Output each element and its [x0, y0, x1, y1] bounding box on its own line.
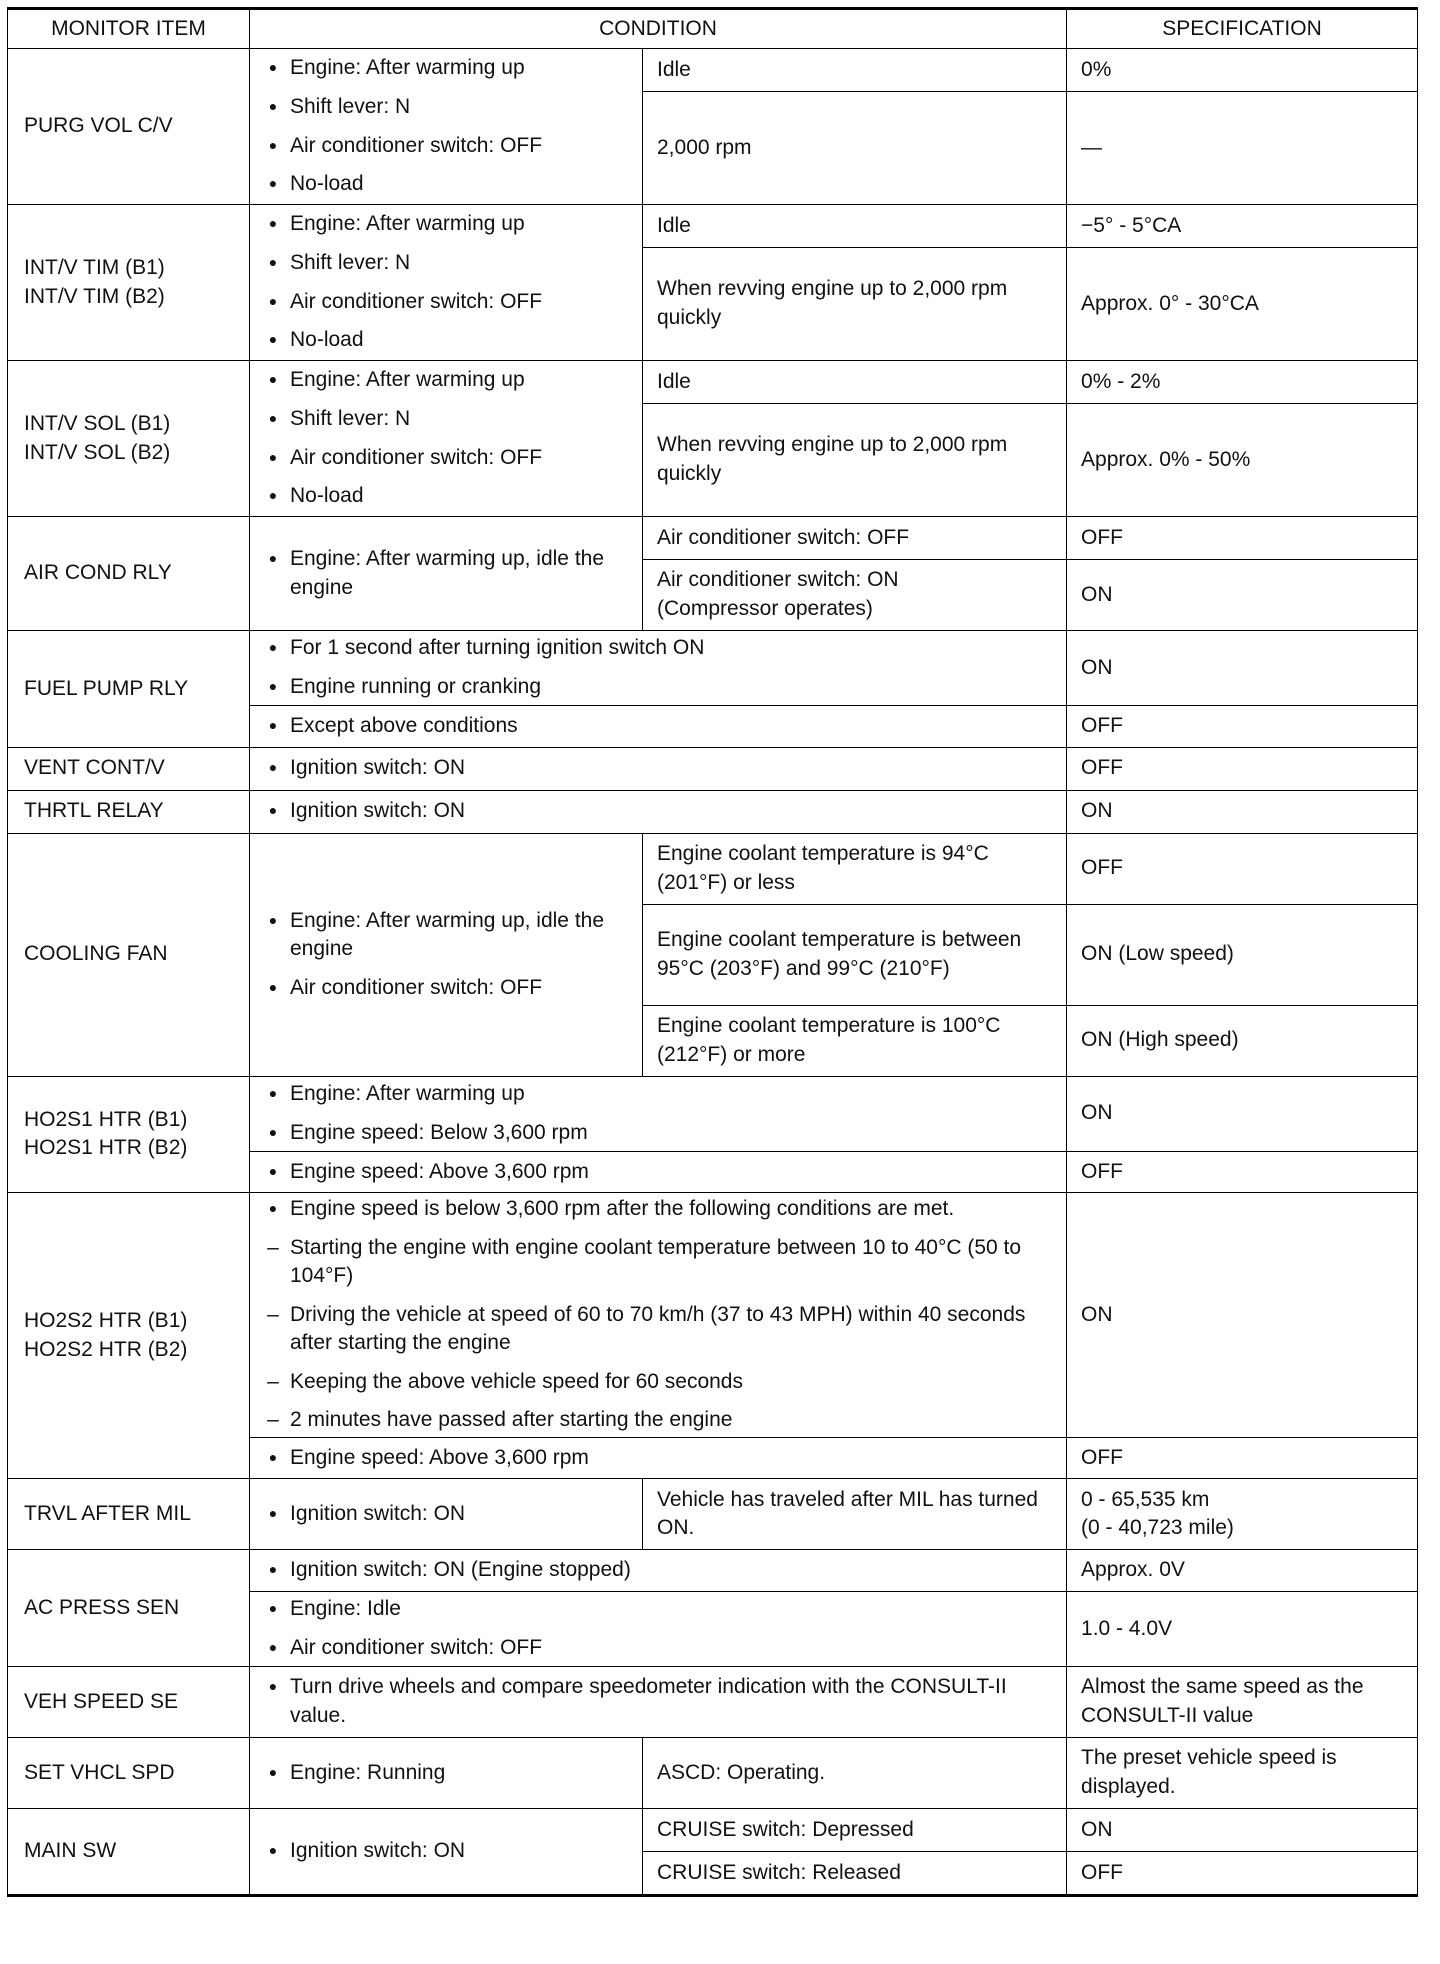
- bullet-icon: ●: [268, 1678, 278, 1695]
- condition-text: No-load: [290, 484, 364, 508]
- bullet-icon: ●: [268, 215, 278, 232]
- condition-text: Engine: Idle: [290, 1597, 401, 1621]
- bullet-icon: ●: [268, 487, 278, 504]
- condition-list: [250, 1809, 643, 1896]
- bullet-icon: ●: [268, 639, 278, 656]
- condition-text: Air conditioner switch: OFF: [290, 445, 543, 469]
- bullet-icon: ●: [268, 1200, 278, 1217]
- condition-text: Ignition switch: ON: [290, 1502, 466, 1526]
- condition-text: Air conditioner switch: OFF: [290, 289, 543, 313]
- condition-text: Ignition switch: ON: [290, 1839, 466, 1863]
- table-row: [8, 205, 1418, 248]
- dash-icon: –: [267, 1235, 279, 1259]
- condition-text: Driving the vehicle at speed of 60 to 70 km/h (37 to 43 MPH) within 40 seconds after starting the engine: [290, 1302, 1026, 1355]
- sub-condition: Vehicle has traveled after MIL has turned ON.: [643, 1479, 1067, 1550]
- condition-list: [250, 361, 643, 517]
- sub-condition: Idle: [643, 361, 1067, 404]
- condition-list: [250, 1151, 1067, 1193]
- table-row: [8, 361, 1418, 404]
- specification: ON: [1067, 1193, 1418, 1438]
- condition-list: [250, 1667, 1067, 1738]
- sub-condition: Engine coolant temperature is 94°C (201°F) or less: [643, 833, 1067, 904]
- condition-text: Engine: After warming up: [290, 212, 525, 236]
- monitor-item: COOLING FAN: [8, 833, 250, 1076]
- table-row: [8, 517, 1418, 560]
- condition-text: Engine speed: Above 3,600 rpm: [290, 1159, 589, 1183]
- monitor-item: AC PRESS SEN: [8, 1550, 250, 1667]
- table-row: [8, 1667, 1418, 1738]
- specification: 0%: [1067, 49, 1418, 92]
- bullet-icon: ●: [268, 1162, 278, 1179]
- condition-list: [250, 1592, 1067, 1667]
- dash-icon: –: [267, 1369, 279, 1393]
- condition-list: [250, 833, 643, 1076]
- condition-text: Ignition switch: ON (Engine stopped): [290, 1558, 631, 1582]
- condition-list: [250, 517, 643, 631]
- bullet-icon: ●: [268, 911, 278, 928]
- specification: OFF: [1067, 1151, 1418, 1193]
- condition-text: Ignition switch: ON: [290, 799, 466, 823]
- sub-condition: Idle: [643, 49, 1067, 92]
- condition-list: [250, 790, 1067, 833]
- specification: OFF: [1067, 1437, 1418, 1479]
- sub-condition: ASCD: Operating.: [643, 1738, 1067, 1809]
- condition-text: Engine speed is below 3,600 rpm after the following conditions are met.: [290, 1197, 955, 1221]
- table-row: [8, 1193, 1418, 1438]
- bullet-icon: ●: [268, 253, 278, 270]
- bullet-icon: ●: [268, 802, 278, 819]
- header-row: [8, 9, 1418, 49]
- bullet-icon: ●: [268, 717, 278, 733]
- specification: Approx. 0V: [1067, 1550, 1418, 1592]
- condition-list: [250, 1437, 1067, 1479]
- monitor-item: PURG VOL C/V: [8, 49, 250, 205]
- bullet-icon: ●: [268, 331, 278, 348]
- table-row: [8, 1479, 1418, 1550]
- condition-text: Shift lever: N: [290, 406, 411, 430]
- specification: The preset vehicle speed is displayed.: [1067, 1738, 1418, 1809]
- table-row: [8, 747, 1418, 790]
- monitor-item: AIR COND RLY: [8, 517, 250, 631]
- specification: OFF: [1067, 1852, 1418, 1896]
- specification: −5° - 5°CA: [1067, 205, 1418, 248]
- bullet-icon: ●: [268, 1639, 278, 1656]
- sub-condition: When revving engine up to 2,000 rpm quickly: [643, 248, 1067, 361]
- table-row: [8, 1076, 1418, 1151]
- specification: ON: [1067, 560, 1418, 631]
- specification: OFF: [1067, 517, 1418, 560]
- condition-text: No-load: [290, 172, 364, 196]
- specification: Approx. 0° - 30°CA: [1067, 248, 1418, 361]
- specification: 0 - 65,535 km (0 - 40,723 mile): [1067, 1479, 1418, 1550]
- sub-condition: CRUISE switch: Released: [643, 1852, 1067, 1896]
- monitor-item: HO2S1 HTR (B1) HO2S1 HTR (B2): [8, 1076, 250, 1193]
- condition-text: Starting the engine with engine coolant temperature between 10 to 40°C (50 to 104°F): [290, 1235, 1022, 1288]
- sub-condition: When revving engine up to 2,000 rpm quickly: [643, 404, 1067, 517]
- sub-condition: Engine coolant temperature is 100°C (212°F) or more: [643, 1005, 1067, 1076]
- spec-table-wrapper: [7, 7, 1417, 1897]
- monitor-item: VEH SPEED SE: [8, 1667, 250, 1738]
- header-specification: SPECIFICATION: [1067, 9, 1418, 49]
- condition-list: [250, 706, 1067, 748]
- specification: ON (Low speed): [1067, 904, 1418, 1005]
- specification: OFF: [1067, 706, 1418, 748]
- specification: OFF: [1067, 747, 1418, 790]
- bullet-icon: ●: [268, 1842, 278, 1859]
- condition-text: No-load: [290, 328, 364, 352]
- header-condition: CONDITION: [250, 9, 1067, 49]
- bullet-icon: ●: [268, 371, 278, 388]
- condition-list: [250, 631, 1067, 706]
- condition-text: For 1 second after turning ignition switch ON: [290, 636, 705, 660]
- bullet-icon: ●: [268, 175, 278, 192]
- condition-text: Engine: After warming up: [290, 1082, 525, 1105]
- condition-text: Engine speed: Below 3,600 rpm: [290, 1120, 588, 1144]
- monitor-item: INT/V TIM (B1) INT/V TIM (B2): [8, 205, 250, 361]
- specification: ON: [1067, 631, 1418, 706]
- sub-condition: Idle: [643, 205, 1067, 248]
- monitor-item: SET VHCL SPD: [8, 1738, 250, 1809]
- specification: Approx. 0% - 50%: [1067, 404, 1418, 517]
- condition-list: [250, 1193, 1067, 1438]
- table-row: [8, 790, 1418, 833]
- bullet-icon: ●: [268, 97, 278, 114]
- condition-text: 2 minutes have passed after starting the engine: [290, 1408, 733, 1432]
- condition-list: [250, 1738, 643, 1809]
- bullet-icon: ●: [268, 292, 278, 309]
- condition-text: Shift lever: N: [290, 250, 411, 274]
- specification: Almost the same speed as the CONSULT-II value: [1067, 1667, 1418, 1738]
- bullet-icon: ●: [268, 678, 278, 694]
- table-row: [8, 631, 1418, 706]
- condition-text: Keeping the above vehicle speed for 60 seconds: [290, 1369, 743, 1393]
- bullet-icon: ●: [268, 1123, 278, 1140]
- condition-list: [250, 205, 643, 361]
- sub-condition: Engine coolant temperature is between 95°C (203°F) and 99°C (210°F): [643, 904, 1067, 1005]
- specification: ON: [1067, 1809, 1418, 1852]
- sub-condition: Air conditioner switch: OFF: [643, 517, 1067, 560]
- specification: ON: [1067, 1076, 1418, 1151]
- bullet-icon: ●: [268, 136, 278, 153]
- specification: ON: [1067, 790, 1418, 833]
- dash-icon: –: [267, 1302, 279, 1326]
- bullet-icon: ●: [268, 448, 278, 465]
- monitor-item: TRVL AFTER MIL: [8, 1479, 250, 1550]
- condition-list: [250, 747, 1067, 790]
- bullet-icon: ●: [268, 978, 278, 995]
- monitor-item: INT/V SOL (B1) INT/V SOL (B2): [8, 361, 250, 517]
- bullet-icon: ●: [268, 1600, 278, 1617]
- condition-list: [250, 1550, 1067, 1592]
- condition-list: [250, 1076, 1067, 1151]
- bullet-icon: ●: [268, 409, 278, 426]
- condition-text: Air conditioner switch: OFF: [290, 133, 543, 157]
- bullet-icon: ●: [268, 59, 278, 76]
- condition-text: Turn drive wheels and compare speedometer indication with the CONSULT-II value.: [290, 1675, 1007, 1728]
- condition-text: Shift lever: N: [290, 94, 411, 118]
- condition-text: Air conditioner switch: OFF: [290, 975, 543, 999]
- condition-text: Engine: Running: [290, 1760, 446, 1784]
- condition-list: [250, 49, 643, 205]
- table-row: [8, 1809, 1418, 1852]
- bullet-icon: ●: [268, 1505, 278, 1522]
- condition-text: Engine: After warming up: [290, 56, 525, 80]
- condition-text: Engine speed: Above 3,600 rpm: [290, 1445, 589, 1469]
- bullet-icon: ●: [268, 1763, 278, 1780]
- bullet-icon: ●: [268, 1085, 278, 1101]
- condition-text: Except above conditions: [290, 714, 518, 737]
- specification: 0% - 2%: [1067, 361, 1418, 404]
- dash-icon: –: [267, 1408, 279, 1432]
- bullet-icon: ●: [268, 1448, 278, 1465]
- monitor-item: THRTL RELAY: [8, 790, 250, 833]
- header-monitor-item: MONITOR ITEM: [8, 9, 250, 49]
- specification: ON (High speed): [1067, 1005, 1418, 1076]
- bullet-icon: ●: [268, 549, 278, 566]
- sub-condition: 2,000 rpm: [643, 92, 1067, 205]
- monitor-item: HO2S2 HTR (B1) HO2S2 HTR (B2): [8, 1193, 250, 1479]
- monitor-item: FUEL PUMP RLY: [8, 631, 250, 748]
- monitor-item: VENT CONT/V: [8, 747, 250, 790]
- condition-text: Ignition switch: ON: [290, 756, 466, 780]
- sub-condition: CRUISE switch: Depressed: [643, 1809, 1067, 1852]
- sub-condition: Air conditioner switch: ON (Compressor operates): [643, 560, 1067, 631]
- table-row: [8, 1738, 1418, 1809]
- bullet-icon: ●: [268, 1561, 278, 1578]
- monitor-item: MAIN SW: [8, 1809, 250, 1896]
- bullet-icon: ●: [268, 759, 278, 776]
- table-row: [8, 49, 1418, 92]
- table-row: [8, 1550, 1418, 1592]
- table-row: [8, 833, 1418, 904]
- specification: OFF: [1067, 833, 1418, 904]
- condition-text: Engine: After warming up: [290, 368, 525, 392]
- condition-list: [250, 1479, 643, 1550]
- specification: —: [1067, 92, 1418, 205]
- condition-text: Engine: After warming up, idle the engine: [290, 908, 605, 961]
- specification: 1.0 - 4.0V: [1067, 1592, 1418, 1667]
- condition-text: Air conditioner switch: OFF: [290, 1636, 543, 1660]
- monitor-spec-table: [7, 7, 1418, 1897]
- condition-text: Engine: After warming up, idle the engine: [290, 546, 605, 599]
- condition-text: Engine running or cranking: [290, 675, 541, 698]
